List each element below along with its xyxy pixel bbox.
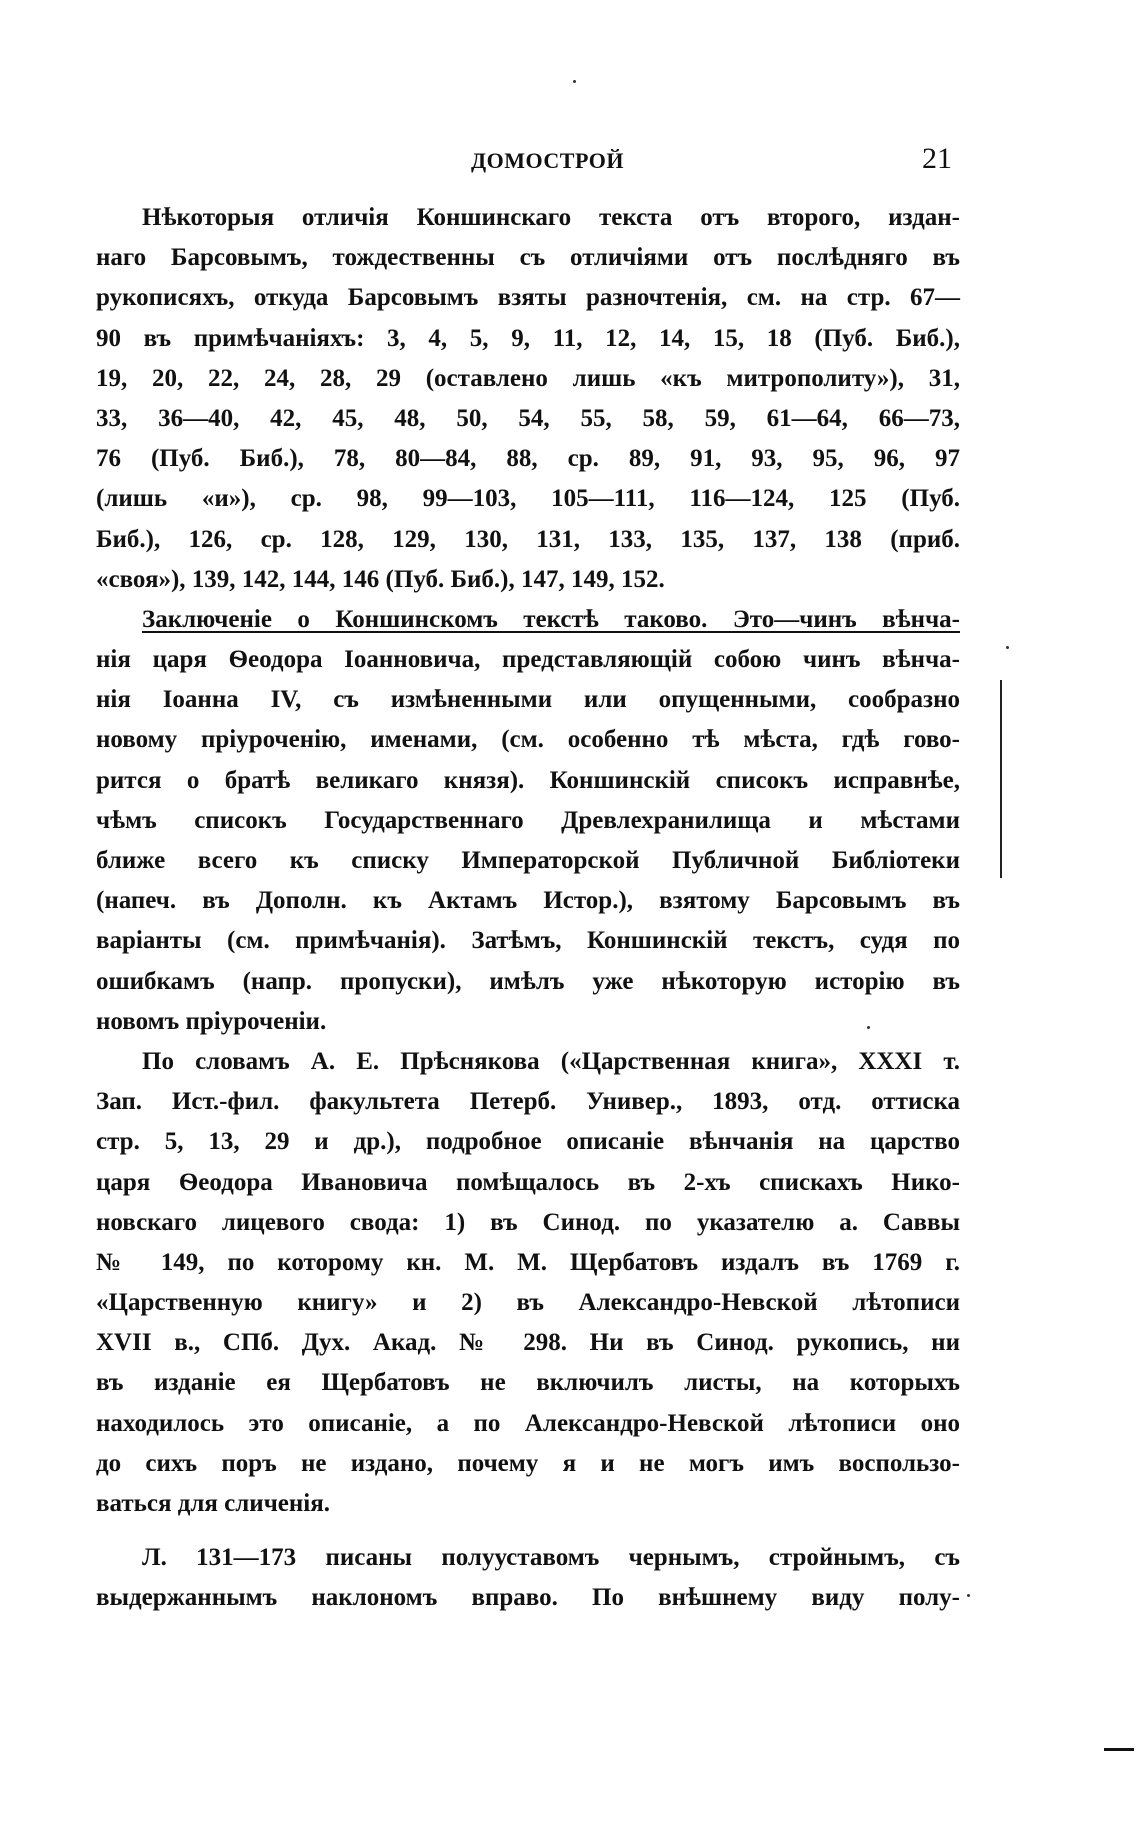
text-line: Биб.), 126, ср. 128, 129, 130, 131, 133, 135, 137, 138 (приб. (96, 525, 960, 553)
text-line: наго Барсовымъ, тождественны съ отличіями отъ послѣдняго въ (96, 244, 960, 272)
text-line: 33, 36—40, 42, 45, 48, 50, 54, 55, 58, 59, 61—64, 66—73, (96, 404, 960, 432)
paragraph-3 (96, 1042, 960, 1524)
text-line: (напеч. въ Дополн. къ Актамъ Истор.), взятому Барсовымъ въ (96, 887, 960, 915)
text-line: 90 въ примѣчаніяхъ: 3, 4, 5, 9, 11, 12, 14, 15, 18 (Пуб. Биб.), (96, 324, 960, 352)
text-line: рится о братѣ великаго князя). Коншинскій списокъ исправнѣе, (96, 766, 960, 794)
page-number: 21 (922, 142, 952, 175)
speck-mark (573, 80, 576, 83)
text-line: ближе всего къ списку Императорской Публичной Библіотеки (96, 847, 960, 874)
text-line-underlined: Заключеніе о Коншинскомъ текстѣ таково. Это—чинъ вѣнча- (142, 605, 960, 633)
text-line: въ изданіе ея Щербатовъ не включилъ листы, на которыхъ (96, 1369, 960, 1397)
text-line: находилось это описаніе, а по Александро-Невской лѣтописи оно (96, 1409, 960, 1437)
text-line: 76 (Пуб. Биб.), 78, 80—84, 88, ср. 89, 91, 93, 95, 96, 97 (96, 445, 960, 473)
speck-mark (967, 1594, 970, 1597)
text-line: нія царя Ѳеодора Іоанновича, представляющій собою чинъ вѣнча- (96, 646, 960, 674)
text-line: ошибкамъ (напр. пропуски), имѣлъ уже нѣкоторую исторію въ (96, 967, 960, 995)
text-line: варіанты (см. примѣчанія). Затѣмъ, Коншинскій текстъ, судя по (96, 927, 960, 955)
text-line: до сихъ поръ не издано, почему я и не могъ имъ воспользо- (96, 1449, 960, 1477)
paragraph-4 (96, 1538, 960, 1618)
body-text (96, 198, 960, 1619)
text-line: По словамъ А. Е. Прѣснякова («Царственная книга», XXXI т. (142, 1047, 960, 1075)
text-line: чѣмъ списокъ Государственнаго Древлехранилища и мѣстами (96, 806, 960, 834)
text-line: ваться для сличенія. (96, 1490, 331, 1517)
text-line: № 149, по которому кн. М. М. Щербатовъ издалъ въ 1769 г. (96, 1248, 960, 1276)
text-line: выдержаннымъ наклономъ вправо. По внѣшнему виду полу- (96, 1584, 960, 1612)
text-line: новому пріуроченію, именами, (см. особенно тѣ мѣста, гдѣ гово- (96, 726, 960, 754)
text-line: новомъ пріуроченіи. (96, 1007, 327, 1035)
margin-pencil-line (1000, 680, 1002, 878)
text-line: Зап. Ист.-фил. факультета Петерб. Универ., 1893, отд. оттиска (96, 1088, 960, 1116)
text-line: 19, 20, 22, 24, 28, 29 (оставлено лишь «къ митрополиту»), 31, (96, 364, 960, 392)
text-line: «Царственную книгу» и 2) въ Александро-Невской лѣтописи (96, 1289, 960, 1317)
speck-mark (867, 1026, 870, 1029)
text-line: Нѣкоторыя отличія Коншинскаго текста отъ второго, издан- (142, 204, 960, 231)
text-line: XVII в., СПб. Дух. Акад. № 298. Ни въ Синод. рукопись, ни (96, 1329, 960, 1357)
speck-mark (1006, 646, 1009, 649)
text-line: «своя»), 139, 142, 144, 146 (Пуб. Биб.), 147, 149, 152. (96, 565, 665, 593)
text-line: царя Ѳеодора Ивановича помѣщалось въ 2-хъ спискахъ Нико- (96, 1168, 960, 1196)
text-line: (лишь «и»), ср. 98, 99—103, 105—111, 116—124, 125 (Пуб. (96, 485, 960, 513)
page-header (96, 142, 958, 188)
text-line: стр. 5, 13, 29 и др.), подробное описаніе вѣнчанія на царство (96, 1128, 960, 1156)
text-line: нія Іоанна IV, съ измѣненными или опущенными, сообразно (96, 686, 960, 714)
edge-dash-mark (1104, 1748, 1134, 1751)
paragraph-gap (96, 1524, 960, 1538)
text-line: рукописяхъ, откуда Барсовымъ взяты разночтенія, см. на стр. 67— (96, 284, 960, 312)
paragraph-2 (96, 600, 960, 1042)
text-line: новскаго лицевого свода: 1) въ Синод. по указателю а. Саввы (96, 1208, 960, 1236)
running-head: ДОМОСТРОЙ (471, 148, 624, 173)
text-line: Л. 131—173 писаны полууставомъ чернымъ, стройнымъ, съ (142, 1544, 960, 1572)
paragraph-1 (96, 198, 960, 600)
